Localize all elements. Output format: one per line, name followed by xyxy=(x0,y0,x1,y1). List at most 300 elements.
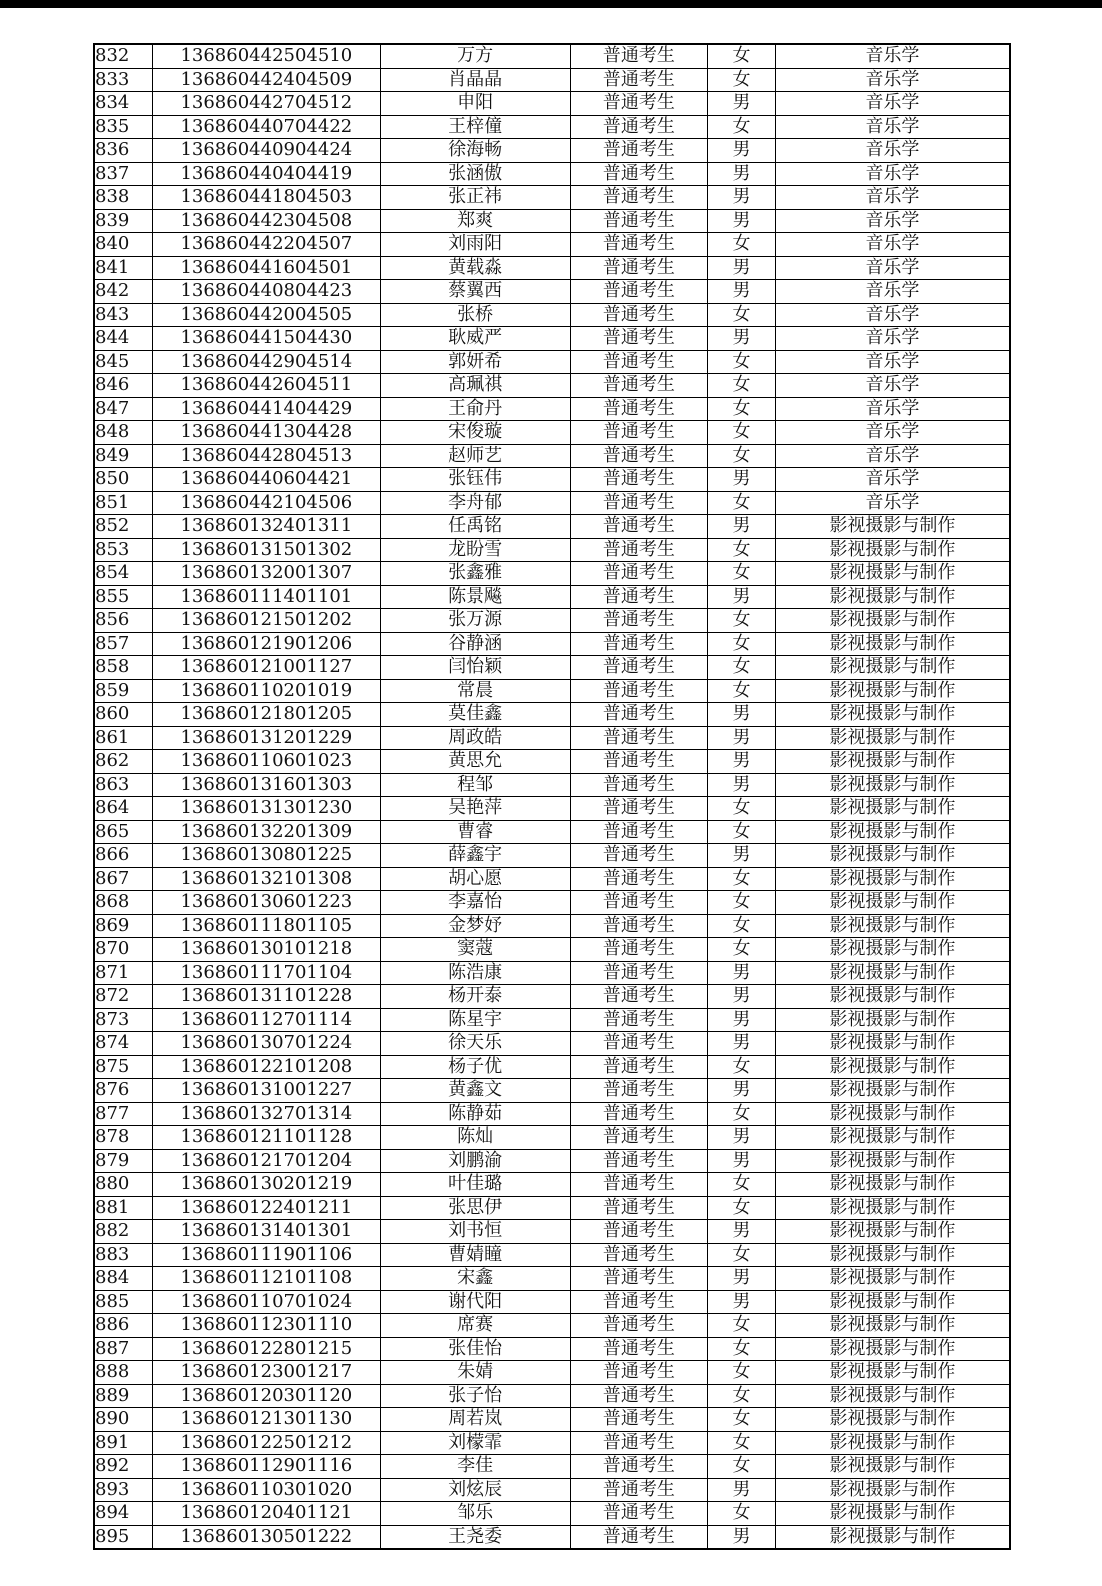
candidate-type-cell: 普通考生 xyxy=(570,797,708,821)
table-row xyxy=(94,162,1010,186)
gender-cell: 男 xyxy=(708,1220,776,1244)
table-row xyxy=(94,350,1010,374)
candidate-type-cell: 普通考生 xyxy=(570,703,708,727)
candidate-type-cell: 普通考生 xyxy=(570,891,708,915)
seq-cell: 872 xyxy=(94,985,153,1009)
exam-id-cell: 136860442004505 xyxy=(153,303,380,327)
candidate-type-cell: 普通考生 xyxy=(570,139,708,163)
candidate-type-cell: 普通考生 xyxy=(570,444,708,468)
gender-cell: 男 xyxy=(708,1008,776,1032)
gender-cell: 男 xyxy=(708,468,776,492)
candidate-type-cell: 普通考生 xyxy=(570,468,708,492)
major-cell: 影视摄影与制作 xyxy=(775,820,1010,844)
name-cell: 曹婧瞳 xyxy=(380,1243,570,1267)
exam-id-cell: 136860130801225 xyxy=(153,844,380,868)
candidate-type-cell: 普通考生 xyxy=(570,256,708,280)
table-row xyxy=(94,820,1010,844)
table-row xyxy=(94,1220,1010,1244)
seq-cell: 837 xyxy=(94,162,153,186)
name-cell: 周政皓 xyxy=(380,726,570,750)
table-row xyxy=(94,186,1010,210)
seq-cell: 858 xyxy=(94,656,153,680)
table-row xyxy=(94,961,1010,985)
top-border-bar xyxy=(0,0,1102,8)
exam-id-cell: 136860131001227 xyxy=(153,1079,380,1103)
gender-cell: 男 xyxy=(708,961,776,985)
major-cell: 影视摄影与制作 xyxy=(775,1337,1010,1361)
table-row xyxy=(94,421,1010,445)
exam-id-cell: 136860122401211 xyxy=(153,1196,380,1220)
seq-cell: 870 xyxy=(94,938,153,962)
candidate-type-cell: 普通考生 xyxy=(570,233,708,257)
candidate-type-cell: 普通考生 xyxy=(570,914,708,938)
candidate-type-cell: 普通考生 xyxy=(570,1220,708,1244)
table-row xyxy=(94,280,1010,304)
exam-id-cell: 136860111801105 xyxy=(153,914,380,938)
gender-cell: 女 xyxy=(708,632,776,656)
major-cell: 音乐学 xyxy=(775,233,1010,257)
major-cell: 音乐学 xyxy=(775,115,1010,139)
table-row xyxy=(94,1102,1010,1126)
table-row xyxy=(94,914,1010,938)
table-row xyxy=(94,1008,1010,1032)
seq-cell: 885 xyxy=(94,1290,153,1314)
table-row xyxy=(94,1478,1010,1502)
name-cell: 陈星宇 xyxy=(380,1008,570,1032)
exam-id-cell: 136860121801205 xyxy=(153,703,380,727)
gender-cell: 男 xyxy=(708,92,776,116)
seq-cell: 878 xyxy=(94,1126,153,1150)
table-row xyxy=(94,1196,1010,1220)
candidate-type-cell: 普通考生 xyxy=(570,844,708,868)
exam-id-cell: 136860131301230 xyxy=(153,797,380,821)
name-cell: 张钰伟 xyxy=(380,468,570,492)
name-cell: 金梦妤 xyxy=(380,914,570,938)
gender-cell: 女 xyxy=(708,1102,776,1126)
name-cell: 刘檬霏 xyxy=(380,1431,570,1455)
exam-id-cell: 136860122801215 xyxy=(153,1337,380,1361)
gender-cell: 女 xyxy=(708,891,776,915)
name-cell: 刘鹏渝 xyxy=(380,1149,570,1173)
name-cell: 陈景飚 xyxy=(380,585,570,609)
seq-cell: 848 xyxy=(94,421,153,445)
major-cell: 影视摄影与制作 xyxy=(775,891,1010,915)
exam-id-cell: 136860111401101 xyxy=(153,585,380,609)
exam-id-cell: 136860121301130 xyxy=(153,1408,380,1432)
candidate-type-cell: 普通考生 xyxy=(570,1126,708,1150)
table-row xyxy=(94,538,1010,562)
major-cell: 影视摄影与制作 xyxy=(775,562,1010,586)
candidate-type-cell: 普通考生 xyxy=(570,867,708,891)
candidate-type-cell: 普通考生 xyxy=(570,726,708,750)
major-cell: 影视摄影与制作 xyxy=(775,515,1010,539)
name-cell: 黄思允 xyxy=(380,750,570,774)
seq-cell: 853 xyxy=(94,538,153,562)
major-cell: 音乐学 xyxy=(775,92,1010,116)
exam-id-cell: 136860112701114 xyxy=(153,1008,380,1032)
candidate-type-cell: 普通考生 xyxy=(570,1502,708,1526)
table-row xyxy=(94,1267,1010,1291)
exam-id-cell: 136860123001217 xyxy=(153,1361,380,1385)
seq-cell: 890 xyxy=(94,1408,153,1432)
seq-cell: 836 xyxy=(94,139,153,163)
candidate-table-body xyxy=(94,44,1010,1549)
major-cell: 音乐学 xyxy=(775,444,1010,468)
seq-cell: 877 xyxy=(94,1102,153,1126)
gender-cell: 女 xyxy=(708,1408,776,1432)
seq-cell: 833 xyxy=(94,68,153,92)
major-cell: 音乐学 xyxy=(775,327,1010,351)
name-cell: 赵师艺 xyxy=(380,444,570,468)
seq-cell: 882 xyxy=(94,1220,153,1244)
name-cell: 王俞丹 xyxy=(380,397,570,421)
candidate-type-cell: 普通考生 xyxy=(570,585,708,609)
name-cell: 郭妍希 xyxy=(380,350,570,374)
exam-id-cell: 136860110601023 xyxy=(153,750,380,774)
major-cell: 影视摄影与制作 xyxy=(775,1173,1010,1197)
candidate-type-cell: 普通考生 xyxy=(570,68,708,92)
name-cell: 陈浩康 xyxy=(380,961,570,985)
major-cell: 影视摄影与制作 xyxy=(775,1478,1010,1502)
table-row xyxy=(94,562,1010,586)
major-cell: 影视摄影与制作 xyxy=(775,1055,1010,1079)
table-row xyxy=(94,491,1010,515)
name-cell: 周若岚 xyxy=(380,1408,570,1432)
major-cell: 影视摄影与制作 xyxy=(775,632,1010,656)
major-cell: 影视摄影与制作 xyxy=(775,1384,1010,1408)
gender-cell: 男 xyxy=(708,1267,776,1291)
name-cell: 曹睿 xyxy=(380,820,570,844)
table-row xyxy=(94,444,1010,468)
gender-cell: 女 xyxy=(708,1337,776,1361)
table-row xyxy=(94,327,1010,351)
exam-id-cell: 136860441804503 xyxy=(153,186,380,210)
exam-id-cell: 136860441504430 xyxy=(153,327,380,351)
seq-cell: 861 xyxy=(94,726,153,750)
candidate-type-cell: 普通考生 xyxy=(570,421,708,445)
table-row xyxy=(94,209,1010,233)
gender-cell: 女 xyxy=(708,397,776,421)
major-cell: 音乐学 xyxy=(775,468,1010,492)
gender-cell: 女 xyxy=(708,1384,776,1408)
gender-cell: 男 xyxy=(708,844,776,868)
name-cell: 王梓僮 xyxy=(380,115,570,139)
major-cell: 音乐学 xyxy=(775,162,1010,186)
exam-id-cell: 136860121001127 xyxy=(153,656,380,680)
name-cell: 陈静茹 xyxy=(380,1102,570,1126)
gender-cell: 男 xyxy=(708,1290,776,1314)
candidate-type-cell: 普通考生 xyxy=(570,1149,708,1173)
major-cell: 影视摄影与制作 xyxy=(775,1126,1010,1150)
exam-id-cell: 136860131601303 xyxy=(153,773,380,797)
candidate-type-cell: 普通考生 xyxy=(570,280,708,304)
major-cell: 影视摄影与制作 xyxy=(775,1196,1010,1220)
gender-cell: 女 xyxy=(708,797,776,821)
name-cell: 朱婧 xyxy=(380,1361,570,1385)
major-cell: 音乐学 xyxy=(775,303,1010,327)
gender-cell: 女 xyxy=(708,562,776,586)
gender-cell: 男 xyxy=(708,750,776,774)
gender-cell: 女 xyxy=(708,656,776,680)
name-cell: 莫佳鑫 xyxy=(380,703,570,727)
candidate-type-cell: 普通考生 xyxy=(570,515,708,539)
seq-cell: 891 xyxy=(94,1431,153,1455)
seq-cell: 839 xyxy=(94,209,153,233)
exam-id-cell: 136860112101108 xyxy=(153,1267,380,1291)
exam-id-cell: 136860442104506 xyxy=(153,491,380,515)
table-row xyxy=(94,1314,1010,1338)
name-cell: 杨子优 xyxy=(380,1055,570,1079)
table-row xyxy=(94,726,1010,750)
name-cell: 蔡翼西 xyxy=(380,280,570,304)
table-row xyxy=(94,1384,1010,1408)
gender-cell: 男 xyxy=(708,1478,776,1502)
table-row xyxy=(94,139,1010,163)
major-cell: 影视摄影与制作 xyxy=(775,1408,1010,1432)
name-cell: 郑爽 xyxy=(380,209,570,233)
major-cell: 影视摄影与制作 xyxy=(775,1079,1010,1103)
gender-cell: 男 xyxy=(708,1079,776,1103)
candidate-type-cell: 普通考生 xyxy=(570,1337,708,1361)
exam-id-cell: 136860132401311 xyxy=(153,515,380,539)
seq-cell: 893 xyxy=(94,1478,153,1502)
exam-id-cell: 136860121701204 xyxy=(153,1149,380,1173)
name-cell: 席赛 xyxy=(380,1314,570,1338)
name-cell: 徐天乐 xyxy=(380,1032,570,1056)
candidate-type-cell: 普通考生 xyxy=(570,1008,708,1032)
seq-cell: 840 xyxy=(94,233,153,257)
name-cell: 李舟郁 xyxy=(380,491,570,515)
candidate-type-cell: 普通考生 xyxy=(570,632,708,656)
gender-cell: 女 xyxy=(708,1361,776,1385)
exam-id-cell: 136860130501222 xyxy=(153,1525,380,1549)
table-row xyxy=(94,703,1010,727)
gender-cell: 女 xyxy=(708,1314,776,1338)
gender-cell: 男 xyxy=(708,773,776,797)
candidate-type-cell: 普通考生 xyxy=(570,186,708,210)
major-cell: 音乐学 xyxy=(775,280,1010,304)
major-cell: 影视摄影与制作 xyxy=(775,844,1010,868)
major-cell: 音乐学 xyxy=(775,350,1010,374)
major-cell: 影视摄影与制作 xyxy=(775,656,1010,680)
seq-cell: 851 xyxy=(94,491,153,515)
table-row xyxy=(94,44,1010,68)
seq-cell: 879 xyxy=(94,1149,153,1173)
name-cell: 申阳 xyxy=(380,92,570,116)
candidate-type-cell: 普通考生 xyxy=(570,1314,708,1338)
major-cell: 影视摄影与制作 xyxy=(775,538,1010,562)
major-cell: 影视摄影与制作 xyxy=(775,1361,1010,1385)
exam-id-cell: 136860110701024 xyxy=(153,1290,380,1314)
exam-id-cell: 136860440604421 xyxy=(153,468,380,492)
exam-id-cell: 136860440904424 xyxy=(153,139,380,163)
name-cell: 张万源 xyxy=(380,609,570,633)
table-row xyxy=(94,1079,1010,1103)
name-cell: 陈灿 xyxy=(380,1126,570,1150)
major-cell: 音乐学 xyxy=(775,256,1010,280)
table-row xyxy=(94,256,1010,280)
exam-id-cell: 136860112301110 xyxy=(153,1314,380,1338)
exam-id-cell: 136860111701104 xyxy=(153,961,380,985)
gender-cell: 男 xyxy=(708,1149,776,1173)
exam-id-cell: 136860442604511 xyxy=(153,374,380,398)
exam-id-cell: 136860130601223 xyxy=(153,891,380,915)
candidate-type-cell: 普通考生 xyxy=(570,374,708,398)
table-row xyxy=(94,609,1010,633)
name-cell: 杨开泰 xyxy=(380,985,570,1009)
name-cell: 程邹 xyxy=(380,773,570,797)
gender-cell: 男 xyxy=(708,256,776,280)
exam-id-cell: 136860442904514 xyxy=(153,350,380,374)
major-cell: 音乐学 xyxy=(775,139,1010,163)
candidate-type-cell: 普通考生 xyxy=(570,750,708,774)
gender-cell: 女 xyxy=(708,820,776,844)
candidate-type-cell: 普通考生 xyxy=(570,1196,708,1220)
table-row xyxy=(94,985,1010,1009)
seq-cell: 868 xyxy=(94,891,153,915)
name-cell: 薛鑫宇 xyxy=(380,844,570,868)
candidate-type-cell: 普通考生 xyxy=(570,1431,708,1455)
table-row xyxy=(94,1055,1010,1079)
candidate-type-cell: 普通考生 xyxy=(570,1032,708,1056)
seq-cell: 859 xyxy=(94,679,153,703)
table-row xyxy=(94,773,1010,797)
table-row xyxy=(94,68,1010,92)
table-row xyxy=(94,891,1010,915)
name-cell: 闫怡颖 xyxy=(380,656,570,680)
major-cell: 音乐学 xyxy=(775,186,1010,210)
table-row xyxy=(94,656,1010,680)
exam-id-cell: 136860112901116 xyxy=(153,1455,380,1479)
exam-id-cell: 136860132101308 xyxy=(153,867,380,891)
table-row xyxy=(94,92,1010,116)
table-row xyxy=(94,468,1010,492)
table-row xyxy=(94,1243,1010,1267)
exam-id-cell: 136860131401301 xyxy=(153,1220,380,1244)
table-row xyxy=(94,585,1010,609)
exam-id-cell: 136860440704422 xyxy=(153,115,380,139)
major-cell: 影视摄影与制作 xyxy=(775,679,1010,703)
table-row xyxy=(94,303,1010,327)
exam-id-cell: 136860442404509 xyxy=(153,68,380,92)
major-cell: 影视摄影与制作 xyxy=(775,750,1010,774)
name-cell: 张桥 xyxy=(380,303,570,327)
gender-cell: 女 xyxy=(708,350,776,374)
candidate-type-cell: 普通考生 xyxy=(570,985,708,1009)
table-row xyxy=(94,632,1010,656)
seq-cell: 875 xyxy=(94,1055,153,1079)
candidate-type-cell: 普通考生 xyxy=(570,609,708,633)
gender-cell: 女 xyxy=(708,679,776,703)
candidate-type-cell: 普通考生 xyxy=(570,1290,708,1314)
major-cell: 影视摄影与制作 xyxy=(775,985,1010,1009)
exam-id-cell: 136860130101218 xyxy=(153,938,380,962)
seq-cell: 852 xyxy=(94,515,153,539)
major-cell: 音乐学 xyxy=(775,374,1010,398)
name-cell: 万方 xyxy=(380,44,570,68)
candidate-type-cell: 普通考生 xyxy=(570,1455,708,1479)
candidate-type-cell: 普通考生 xyxy=(570,773,708,797)
gender-cell: 女 xyxy=(708,609,776,633)
major-cell: 影视摄影与制作 xyxy=(775,1032,1010,1056)
candidate-type-cell: 普通考生 xyxy=(570,961,708,985)
seq-cell: 880 xyxy=(94,1173,153,1197)
major-cell: 影视摄影与制作 xyxy=(775,961,1010,985)
exam-id-cell: 136860132701314 xyxy=(153,1102,380,1126)
seq-cell: 841 xyxy=(94,256,153,280)
candidate-type-cell: 普通考生 xyxy=(570,1055,708,1079)
table-row xyxy=(94,233,1010,257)
seq-cell: 884 xyxy=(94,1267,153,1291)
name-cell: 李嘉怡 xyxy=(380,891,570,915)
exam-id-cell: 136860110201019 xyxy=(153,679,380,703)
table-row xyxy=(94,679,1010,703)
name-cell: 黄鑫文 xyxy=(380,1079,570,1103)
major-cell: 音乐学 xyxy=(775,491,1010,515)
name-cell: 耿威严 xyxy=(380,327,570,351)
table-row xyxy=(94,867,1010,891)
candidate-type-cell: 普通考生 xyxy=(570,1384,708,1408)
table-row xyxy=(94,515,1010,539)
seq-cell: 864 xyxy=(94,797,153,821)
name-cell: 李佳 xyxy=(380,1455,570,1479)
gender-cell: 男 xyxy=(708,985,776,1009)
gender-cell: 女 xyxy=(708,1173,776,1197)
seq-cell: 881 xyxy=(94,1196,153,1220)
candidate-type-cell: 普通考生 xyxy=(570,303,708,327)
major-cell: 影视摄影与制作 xyxy=(775,773,1010,797)
gender-cell: 男 xyxy=(708,139,776,163)
table-row xyxy=(94,797,1010,821)
gender-cell: 女 xyxy=(708,68,776,92)
exam-id-cell: 136860442504510 xyxy=(153,44,380,68)
major-cell: 影视摄影与制作 xyxy=(775,1267,1010,1291)
exam-id-cell: 136860132201309 xyxy=(153,820,380,844)
candidate-type-cell: 普通考生 xyxy=(570,1361,708,1385)
seq-cell: 832 xyxy=(94,44,153,68)
name-cell: 谷静涵 xyxy=(380,632,570,656)
major-cell: 音乐学 xyxy=(775,421,1010,445)
candidate-type-cell: 普通考生 xyxy=(570,1173,708,1197)
major-cell: 影视摄影与制作 xyxy=(775,1431,1010,1455)
table-row xyxy=(94,397,1010,421)
table-row xyxy=(94,1149,1010,1173)
name-cell: 张子怡 xyxy=(380,1384,570,1408)
name-cell: 王尧委 xyxy=(380,1525,570,1549)
seq-cell: 862 xyxy=(94,750,153,774)
exam-id-cell: 136860440804423 xyxy=(153,280,380,304)
gender-cell: 男 xyxy=(708,1032,776,1056)
gender-cell: 男 xyxy=(708,703,776,727)
seq-cell: 888 xyxy=(94,1361,153,1385)
exam-id-cell: 136860440404419 xyxy=(153,162,380,186)
seq-cell: 883 xyxy=(94,1243,153,1267)
major-cell: 影视摄影与制作 xyxy=(775,914,1010,938)
candidate-type-cell: 普通考生 xyxy=(570,820,708,844)
candidate-type-cell: 普通考生 xyxy=(570,350,708,374)
gender-cell: 男 xyxy=(708,327,776,351)
candidate-type-cell: 普通考生 xyxy=(570,562,708,586)
candidate-type-cell: 普通考生 xyxy=(570,1079,708,1103)
seq-cell: 847 xyxy=(94,397,153,421)
gender-cell: 男 xyxy=(708,162,776,186)
table-row xyxy=(94,938,1010,962)
exam-id-cell: 136860131101228 xyxy=(153,985,380,1009)
name-cell: 张佳怡 xyxy=(380,1337,570,1361)
candidate-type-cell: 普通考生 xyxy=(570,1478,708,1502)
exam-id-cell: 136860442304508 xyxy=(153,209,380,233)
exam-id-cell: 136860442804513 xyxy=(153,444,380,468)
